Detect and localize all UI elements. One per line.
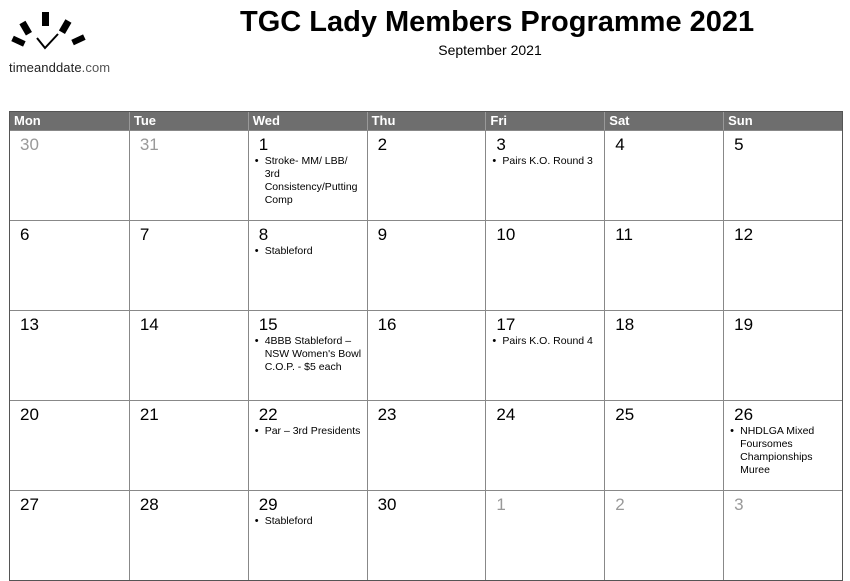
day-cell bbox=[10, 311, 129, 400]
day-cell bbox=[723, 491, 842, 580]
bullet-icon: • bbox=[492, 335, 497, 347]
event-text: Pairs K.O. Round 3 bbox=[502, 155, 593, 167]
bullet-icon: • bbox=[254, 245, 259, 257]
logo-wordmark-main: timeanddate bbox=[9, 60, 82, 75]
day-cell bbox=[604, 221, 723, 310]
bullet-icon: • bbox=[254, 155, 259, 167]
calendar-event bbox=[492, 155, 600, 168]
day-number: 30 bbox=[20, 135, 39, 154]
day-number: 11 bbox=[615, 225, 633, 244]
day-cell bbox=[723, 131, 842, 220]
day-cell bbox=[485, 311, 604, 400]
sunburst-clock-icon bbox=[8, 8, 92, 56]
calendar-week-row bbox=[10, 400, 842, 490]
weekday-header bbox=[10, 112, 842, 130]
weekday-thu: Thu bbox=[367, 112, 486, 130]
day-number: 12 bbox=[734, 225, 754, 244]
day-number: 6 bbox=[20, 225, 30, 244]
day-cell bbox=[485, 221, 604, 310]
day-cell bbox=[604, 401, 723, 490]
bullet-icon: • bbox=[254, 335, 259, 347]
day-cell bbox=[604, 311, 723, 400]
day-cell bbox=[723, 401, 842, 490]
day-number: 15 bbox=[258, 315, 278, 334]
bullet-icon: • bbox=[254, 425, 259, 437]
day-number: 7 bbox=[139, 225, 150, 244]
day-cell bbox=[129, 491, 248, 580]
event-text: Stroke- MM/ LBB/ 3rd Consistency/Putting Comp bbox=[264, 155, 358, 206]
weekday-tue: Tue bbox=[129, 112, 248, 130]
event-text: Stableford bbox=[264, 245, 313, 257]
day-number: 31 bbox=[139, 135, 159, 154]
page-title: TGC Lady Members Programme 2021 bbox=[240, 6, 755, 38]
event-text: 4BBB Stableford – NSW Women's Bowl C.O.P. - $5 each bbox=[264, 335, 362, 373]
day-number: 22 bbox=[258, 405, 278, 424]
month-calendar bbox=[9, 111, 843, 581]
day-cell bbox=[10, 491, 129, 580]
calendar-week-row bbox=[10, 310, 842, 400]
day-number: 27 bbox=[20, 495, 39, 514]
day-number: 13 bbox=[20, 315, 39, 334]
day-cell bbox=[129, 401, 248, 490]
logo-wordmark bbox=[9, 60, 110, 75]
day-number: 28 bbox=[139, 495, 159, 514]
calendar-event bbox=[255, 425, 363, 438]
bullet-icon: • bbox=[492, 155, 497, 167]
calendar-week-row bbox=[10, 220, 842, 310]
day-cell bbox=[10, 221, 129, 310]
day-number: 19 bbox=[734, 315, 754, 334]
calendar-weeks bbox=[10, 130, 842, 580]
day-number: 18 bbox=[615, 315, 635, 334]
day-number: 10 bbox=[496, 225, 516, 244]
calendar-week-row bbox=[10, 130, 842, 220]
day-cell bbox=[10, 131, 129, 220]
day-cell bbox=[367, 131, 486, 220]
calendar-event bbox=[255, 155, 363, 207]
day-number: 5 bbox=[734, 135, 744, 154]
page-subtitle: September 2021 bbox=[438, 42, 542, 58]
day-cell bbox=[367, 221, 486, 310]
day-cell bbox=[248, 221, 367, 310]
day-cell bbox=[485, 401, 604, 490]
bullet-icon: • bbox=[254, 515, 259, 527]
weekday-fri: Fri bbox=[485, 112, 604, 130]
day-cell bbox=[367, 491, 486, 580]
day-number: 1 bbox=[496, 495, 506, 514]
day-number: 25 bbox=[615, 405, 635, 424]
day-cell bbox=[723, 311, 842, 400]
day-number: 2 bbox=[377, 135, 388, 154]
calendar-event bbox=[255, 515, 363, 528]
day-cell bbox=[485, 131, 604, 220]
day-cell bbox=[248, 311, 367, 400]
day-number: 1 bbox=[258, 135, 269, 154]
weekday-mon: Mon bbox=[14, 113, 41, 128]
event-text: Stableford bbox=[264, 515, 313, 527]
weekday-sun: Sun bbox=[723, 112, 842, 130]
bullet-icon: • bbox=[730, 425, 734, 437]
day-cell bbox=[367, 401, 486, 490]
day-cell bbox=[248, 131, 367, 220]
event-text: NHDLGA Mixed Foursomes Championships Muree bbox=[740, 425, 815, 476]
weekday-sat: Sat bbox=[604, 112, 723, 130]
day-cell bbox=[604, 491, 723, 580]
day-cell bbox=[604, 131, 723, 220]
calendar-event bbox=[730, 425, 838, 477]
day-number: 17 bbox=[496, 315, 516, 334]
timeanddate-logo bbox=[6, 8, 126, 75]
day-number: 30 bbox=[377, 495, 397, 514]
calendar-event bbox=[492, 335, 600, 348]
day-cell bbox=[129, 131, 248, 220]
calendar-event bbox=[255, 245, 363, 258]
calendar-event bbox=[255, 335, 363, 374]
day-cell bbox=[485, 491, 604, 580]
day-number: 14 bbox=[139, 315, 159, 334]
day-number: 2 bbox=[615, 495, 625, 514]
day-number: 3 bbox=[496, 135, 506, 154]
day-number: 23 bbox=[377, 405, 397, 424]
day-cell bbox=[129, 311, 248, 400]
day-number: 24 bbox=[496, 405, 516, 424]
day-number: 21 bbox=[139, 405, 159, 424]
day-number: 16 bbox=[377, 315, 397, 334]
weekday-wed: Wed bbox=[248, 112, 367, 130]
day-cell bbox=[10, 401, 129, 490]
calendar-week-row bbox=[10, 490, 842, 580]
day-number: 20 bbox=[20, 405, 39, 424]
day-number: 26 bbox=[734, 405, 754, 424]
day-cell bbox=[129, 221, 248, 310]
event-text: Par – 3rd Presidents bbox=[264, 425, 361, 437]
day-number: 29 bbox=[258, 495, 278, 514]
day-cell bbox=[248, 401, 367, 490]
day-number: 4 bbox=[615, 135, 625, 154]
day-cell bbox=[248, 491, 367, 580]
event-text: Pairs K.O. Round 4 bbox=[502, 335, 593, 347]
logo-wordmark-domain: .com bbox=[81, 60, 111, 75]
day-number: 3 bbox=[734, 495, 744, 514]
day-number: 9 bbox=[377, 225, 388, 244]
day-number: 8 bbox=[258, 225, 269, 244]
day-cell bbox=[367, 311, 486, 400]
day-cell bbox=[723, 221, 842, 310]
